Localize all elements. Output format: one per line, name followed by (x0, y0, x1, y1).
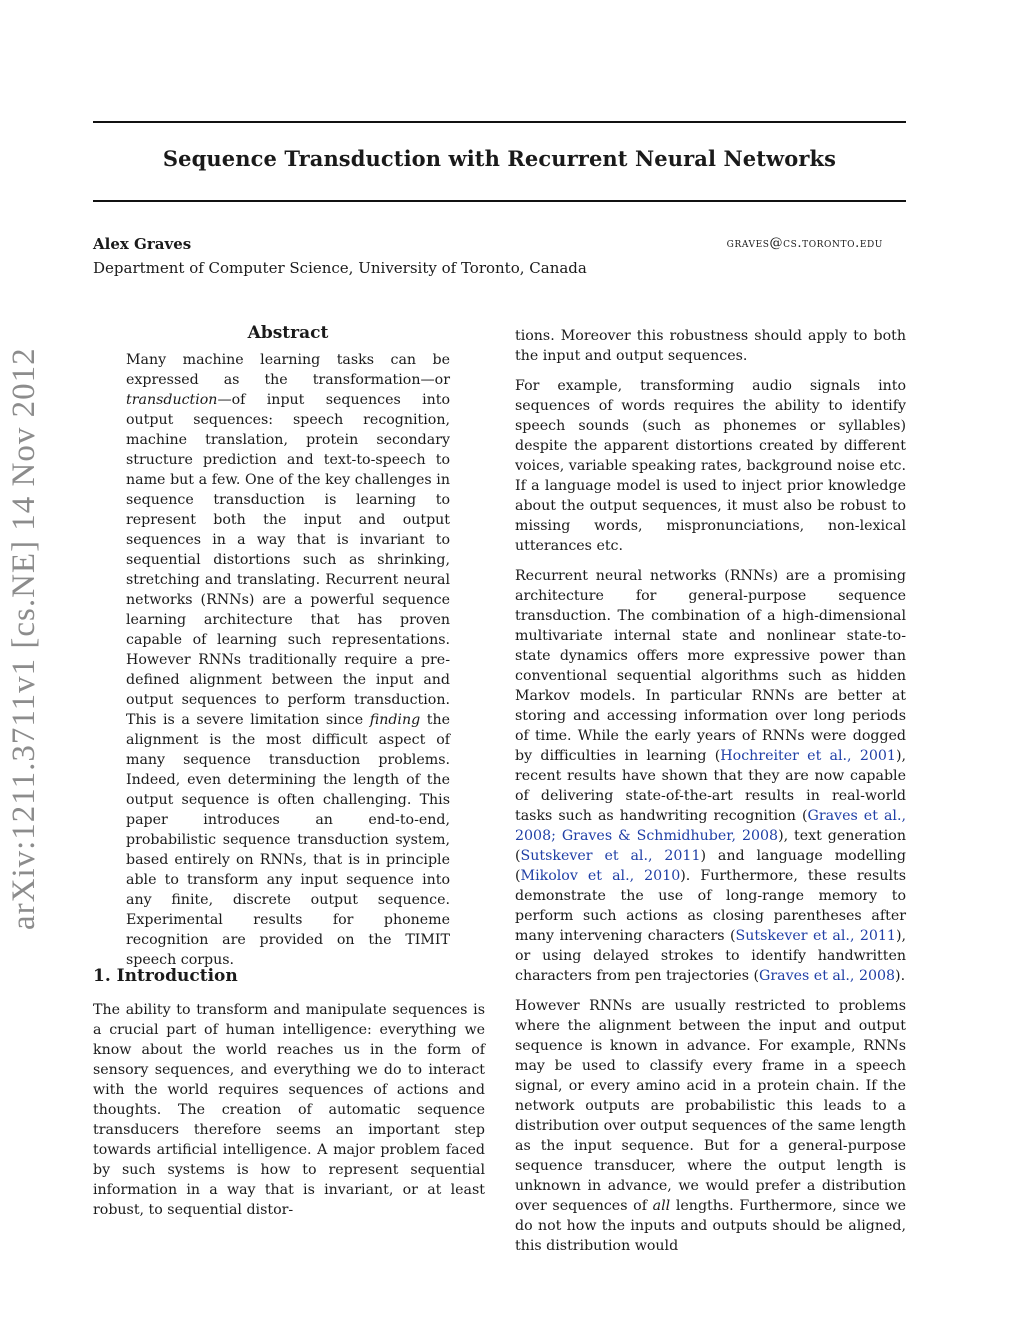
right-paragraph-2 (515, 566, 906, 986)
right-paragraph-1: For example, transforming audio signals into sequences of words requires the ability to identify speech sounds (such as phonemes or syllables) despite the apparent distortions created by different voices, variable speaking rates, background noise etc. If a language model is used to inject prior knowledge about the output sequences, it must also be robust to missing words, mispronunciations, non-lexical utterances etc. (515, 378, 906, 554)
abstract-text-2: —of input sequences into output sequences: speech recognition, machine translation, protein secondary structure prediction and text-to-speech to name but a few. One of the key challenges in sequence transduction is learning to represent both the input and output sequences in a way that is invariant to sequential distortions such as shrinking, stretching and translating. Recurrent neural networks (RNNs) are a powerful sequence learning architecture that has proven capable of learning such representations. However RNNs traditionally require a pre-defined alignment between the input and output sequences to perform transduction. This is a severe limitation since (126, 392, 450, 728)
citation-link[interactable]: Sutskever et al., 2011 (735, 928, 896, 944)
author-email[interactable]: graves@cs.toronto.edu (726, 236, 883, 251)
p3-text-2: lengths. Furthermore, since we do not how the inputs and outputs should be aligned, this distribution would (515, 1198, 907, 1254)
citation-link[interactable]: Graves et al., 2008; Graves & Schmidhuber, 2008 (515, 808, 906, 844)
author-affiliation: Department of Computer Science, University of Toronto, Canada (93, 259, 587, 277)
citation-link[interactable]: Graves et al., 2008 (759, 968, 896, 984)
p2-text-5: ). Furthermore, these results demonstrate the use of long-range memory to perform such actions as closing parentheses after many intervening characters ( (515, 868, 906, 944)
p2-text-3: ), text generation ( (515, 828, 906, 864)
title-rule-bottom (93, 200, 906, 202)
p2-text-6: ), or using delayed strokes to identify handwritten characters from pen trajectories ( (515, 928, 906, 984)
p2-text-1: Recurrent neural networks (RNNs) are a promising architecture for general-purpose sequence transduction. The combination of a high-dimensional multivariate internal state and nonlinear state-to-state dynamics offers more expressive power than conventional sequential algorithms such as hidden Markov models. In particular RNNs are better at storing and accessing information over long periods of time. While the early years of RNNs were dogged by difficulties in learning ( (515, 568, 906, 764)
title-rule-top (93, 121, 906, 123)
p3-text-1: However RNNs are usually restricted to problems where the alignment between the input and output sequence is known in advance. For example, RNNs may be used to classify every frame in a speech signal, or every amino acid in a protein chain. If the network outputs are probabilistic this leads to a distribution over output sequences of the same length as the input sequence. But for a general-purpose sequence transducer, where the output length is unknown in advance, we would prefer a distribution over sequences of (515, 998, 906, 1214)
arxiv-stamp: arXiv:1211.3711v1 [cs.NE] 14 Nov 2012 (6, 347, 42, 930)
paper-title: Sequence Transduction with Recurrent Neural Networks (162, 146, 837, 171)
author-name: Alex Graves (93, 235, 192, 253)
right-paragraph-0: tions. Moreover this robustness should apply to both the input and output sequences. (515, 328, 906, 364)
p2-text-7: ). (895, 968, 906, 984)
p3-em-all: all (652, 1198, 671, 1214)
abstract-em-finding: finding (369, 712, 421, 728)
p2-text-4: ) and language modelling ( (515, 848, 907, 884)
section-heading-introduction: 1. Introduction (93, 966, 238, 986)
citation-link[interactable]: Mikolov et al., 2010 (520, 868, 681, 884)
abstract-text-1: Many machine learning tasks can be expressed as the transformation—or (126, 352, 450, 388)
abstract-text (126, 350, 450, 970)
abstract-heading: Abstract (247, 323, 329, 343)
abstract-em-transduction: transduction (126, 392, 218, 408)
right-column (515, 326, 906, 1256)
intro-text: The ability to transform and manipulate sequences is a crucial part of human intelligence: everything we know about the world reaches us in the form of sensory sequences, and everything we do to interact with the world requires sequences of actions and thoughts. The creation of automatic sequence transducers therefore seems an important step towards artificial intelligence. A major problem faced by such systems is how to represent sequential information in a way that is invariant, or at least robust, to sequential distor- (93, 1002, 485, 1218)
right-paragraph-3 (515, 996, 906, 1256)
intro-paragraph-1 (93, 1000, 485, 1220)
p2-text-2: ), recent results have shown that they are now capable of delivering state-of-the-art results in real-world tasks such as handwriting recognition ( (515, 748, 907, 824)
citation-link[interactable]: Sutskever et al., 2011 (520, 848, 701, 864)
abstract-text-3: the alignment is the most difficult aspect of many sequence transduction problems. Indeed, even determining the length of the output sequence is often challenging. This paper introduces an end-to-end, probabilistic sequence transduction system, based entirely on RNNs, that is in principle able to transform any input sequence into any finite, discrete output sequence. Experimental results for phoneme recognition are provided on the TIMIT speech corpus. (126, 712, 450, 968)
citation-link[interactable]: Hochreiter et al., 2001 (720, 748, 896, 764)
